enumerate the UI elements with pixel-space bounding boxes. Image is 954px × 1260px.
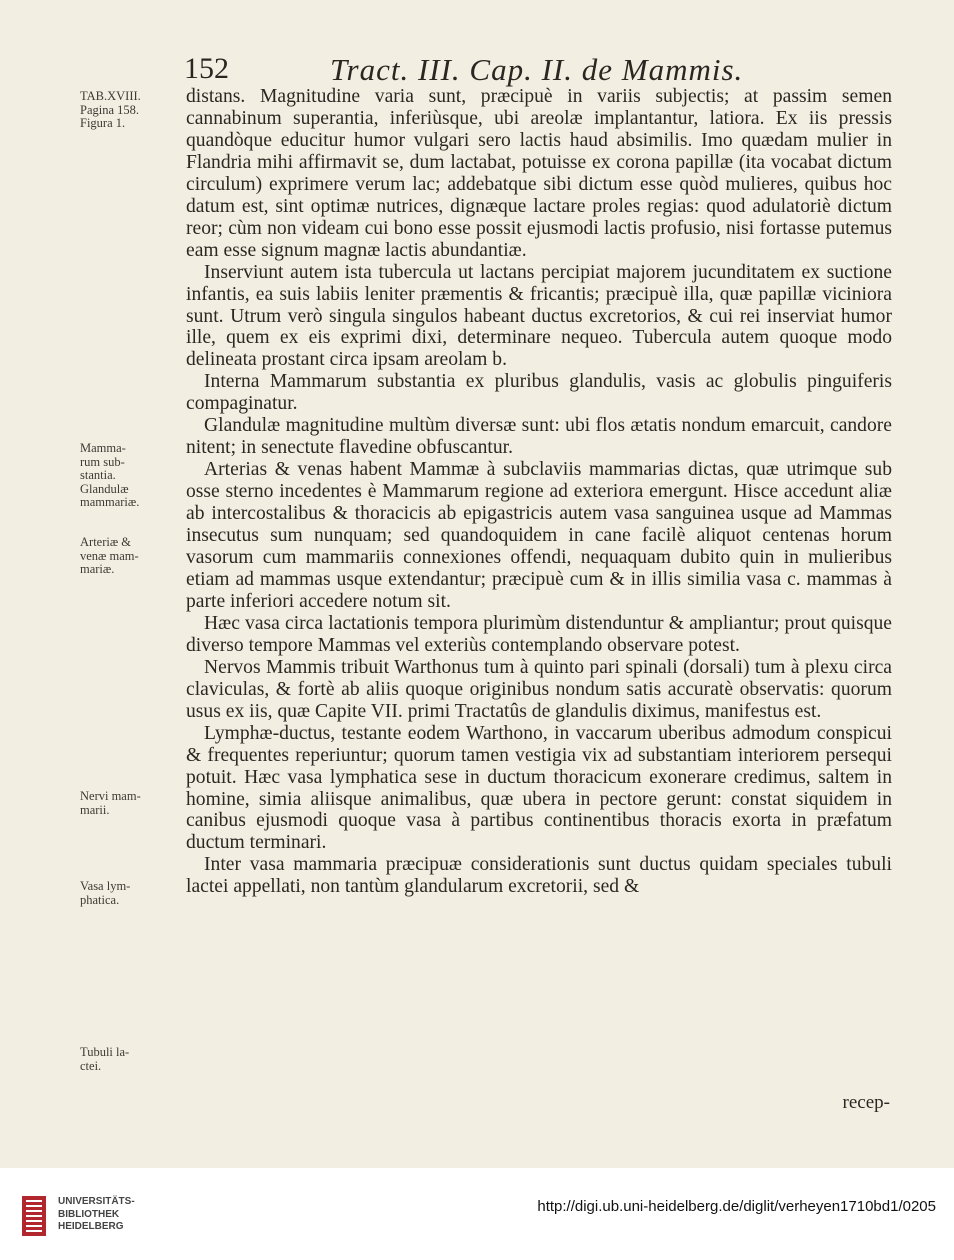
margin-line: mammariæ. (80, 495, 140, 510)
margin-note-nervi (80, 790, 180, 817)
margin-line: stantia. (80, 468, 116, 483)
body-text (186, 86, 892, 898)
margin-note-tab (80, 90, 180, 131)
margin-line: marii. (80, 802, 110, 817)
page-number: 152 (184, 52, 229, 85)
catchword: recep- (842, 1092, 890, 1113)
margin-line: phatica. (80, 892, 120, 907)
university-logo-icon (22, 1196, 46, 1236)
margin-line: Vasa lym- (80, 879, 131, 893)
margin-line: mariæ. (80, 562, 115, 577)
margin-line: venæ mam- (80, 548, 139, 563)
margin-note-vasa (80, 880, 180, 907)
margin-line: Mamma- (80, 441, 126, 455)
paragraph: Hæc vasa circa lactationis tempora plurimùm distenduntur & ampliantur; prout quisque diverso tempore Mammas vel exteriùs contemplando observare potest. (186, 612, 892, 656)
paragraph: distans. Magnitudine varia sunt, præcipuè in variis subjectis; at passim semen cannabinum superantia, inferiùsque, ubi areolæ implantantur, latiora. Ex iis pressis quandòque educitur humor vulgari sero lactis haud absimilis. Imo quædam mulier in Flandria mihi affirmavit se, dum lactabat, potuisse ex corona papillæ (ita vocabat dictum circulum) exprimere verum lac; addebatque sibi dictum esse quòd mulieres, quibus hoc datum est, sint optimæ nutrices, dignæque lactare proles regias: quod adulatoriè dictum reor; cùm non videam cui bono esse possit ejusmodi lactis profusio, nisi fortasse putemus eam esse signum magnæ lactis abundantiæ. (186, 86, 892, 261)
footer (0, 1168, 954, 1260)
paragraph: Inter vasa mammaria præcipuæ considerationis sunt ductus quidam speciales tubuli lactei appellati, non tantùm glandularum excretorii, sed & (186, 854, 892, 898)
paragraph: Arterias & venas habent Mammæ à subclaviis mammarias dictas, quæ utrimque sub osse sterno incedentes è Mammarum regione ad exteriora emergunt. Hisce accedunt aliæ ab intercostalibus & thoracicis ab epigastricis autem vasa sanguinea usque ad Mammas insecutus sum nunquam; sed quandoquidem in cane facilè aliquot centenas horum vasorum cum mammariis connexiones offendi, nequaquam dubito quin in mulieribus etiam ad mammas usque extendantur; præcipuè cum & in illis similia vasa c. mammas à parte inferiori accedere notum sit. (186, 459, 892, 612)
margin-note-tubuli (80, 1046, 180, 1073)
running-head: Tract. III. Cap. II. de Mammis. (330, 52, 744, 87)
margin-line: Tubuli la- (80, 1045, 130, 1059)
source-url-link[interactable]: http://digi.ub.uni-heidelberg.de/diglit/verheyen1710bd1/0205 (537, 1198, 936, 1215)
margin-line: Pagina 158. (80, 102, 140, 117)
margin-line: ctei. (80, 1058, 102, 1073)
paragraph: Glandulæ magnitudine multùm diversæ sunt: ubi flos ætatis nondum emarcuit, candore nitent; in senectute flavedine obfuscantur. (186, 415, 892, 459)
library-name (58, 1196, 135, 1234)
paragraph: Inserviunt autem ista tubercula ut lactans percipiat majorem jucunditatem ex suctione infantis, ea suis labiis leniter præmentis & fricantis; præcipuè illa, quæ papillæ viciniora sunt. Utrum verò singula singulos habeant ductus excretorios, & cui rei inserviat humor ille, quem ex eis exprimi dixi, determinare nequeo. Tubercula autem quoque modo delineata prostant circa ipsam areolam b. (186, 261, 892, 371)
margin-line: Arteriæ & (80, 535, 132, 549)
margin-line: rum sub- (80, 454, 125, 469)
library-line: HEIDELBERG (58, 1221, 124, 1232)
paragraph: Lymphæ-ductus, testante eodem Warthono, in vaccarum uberibus admodum conspicui & frequentes reperiuntur; quorum tamen vestigia vix ad substantiam interiorem persequi potuit. Hæc vasa lymphatica sese in ductum thoracicum exonerare credimus, saltem in homine, simia aliisque animalibus, quæ ubera in pectore gerunt: constat siquidem in canibus ejusmodi quoque vasa à partibus continentibus thoracis exorta in præfatum ductum terminari. (186, 722, 892, 854)
margin-line: Nervi mam- (80, 789, 141, 803)
library-line: BIBLIOTHEK (58, 1208, 120, 1220)
margin-line: TAB.XVIII. (80, 89, 141, 103)
paragraph: Interna Mammarum substantia ex pluribus glandulis, vasis ac globulis pinguiferis compaginatur. (186, 371, 892, 415)
library-line: UNIVERSITÄTS- (58, 1196, 135, 1207)
margin-note-arteriae (80, 536, 180, 577)
margin-line: Figura 1. (80, 116, 126, 131)
paragraph: Nervos Mammis tribuit Warthonus tum à quinto pari spinali (dorsali) tum à plexu circa claviculas, & fortè ab aliis quoque originibus nondum satis accuratè observatis: quorum usus ex iis, quæ Capite VII. primi Tractatûs de glandulis diximus, manifestus est. (186, 656, 892, 722)
margin-note-substantia (80, 442, 180, 510)
margin-line: Glandulæ (80, 481, 129, 496)
